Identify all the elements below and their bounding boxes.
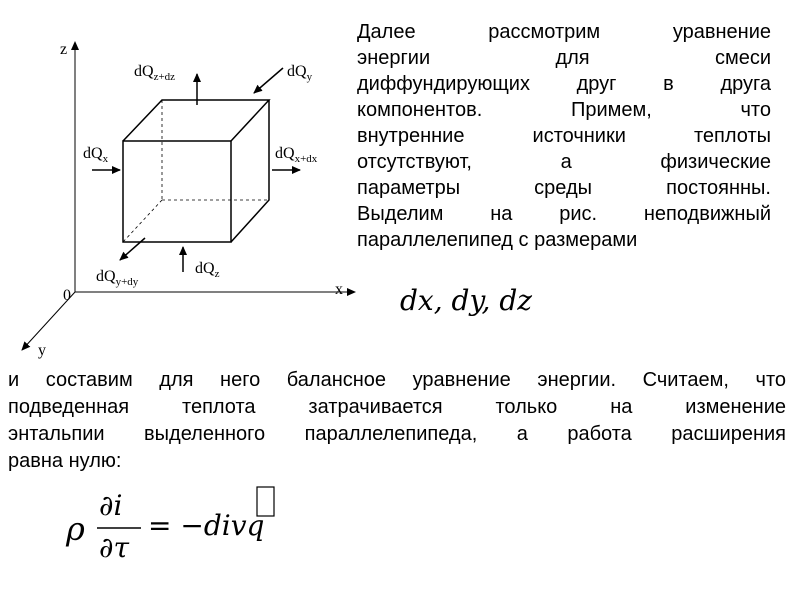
axis-y-label: y	[38, 342, 46, 359]
intro-line: компонентов. Примем, что	[357, 99, 771, 121]
intro-line: диффундирующих друг в друга	[357, 73, 771, 95]
axis-z-label: z	[60, 41, 68, 58]
equation-denominator: ∂τ	[99, 531, 129, 564]
equation-numerator: ∂i	[99, 489, 123, 522]
intro-line: параллелепипед с размерами	[357, 229, 638, 251]
cube	[123, 100, 269, 242]
label-q-y-dy: $dQ_{y+dy}$	[96, 268, 139, 288]
balance-line: энтальпии выделенного параллелепипеда, а работа расширения	[8, 423, 786, 445]
dimensions-math: dx, dy, dz	[400, 284, 533, 317]
intro-line: внутренние источники теплоты	[357, 125, 771, 147]
cube-top-edges	[123, 100, 269, 141]
label-q-y: $dQ_y$	[287, 63, 313, 83]
intro-line: Выделим на рис. неподвижный	[357, 203, 771, 225]
intro-line: параметры среды постоянны.	[357, 177, 771, 199]
label-q-z-dz: $dQ_{z+dz}$	[134, 63, 176, 83]
balance-paragraph	[8, 367, 786, 475]
intro-line: отсутствуют, а физические	[357, 151, 771, 173]
equation-rho: ρ	[66, 510, 85, 548]
cube-front-face	[123, 141, 231, 242]
label-q-x: $dQ_x$	[83, 145, 109, 165]
equation-rhs: = −divq	[148, 509, 265, 542]
balance-line: подведенная теплота затрачивается только на изменение	[8, 396, 786, 418]
balance-line: и составим для него балансное уравнение энергии. Считаем, что	[8, 369, 786, 391]
intro-line: Далее рассмотрим уравнение	[357, 21, 771, 43]
intro-paragraph	[357, 19, 771, 253]
origin-label: 0	[63, 287, 71, 304]
axis-x-label: x	[335, 281, 343, 298]
label-q-x-dx: $dQ_{x+dx}$	[275, 145, 318, 165]
cube-hidden-edges	[123, 100, 269, 242]
axes	[22, 42, 355, 350]
balance-line: равна нулю:	[8, 450, 122, 472]
intro-line: энергии для смеси	[357, 47, 771, 69]
label-q-z: $dQ_z$	[195, 260, 220, 280]
arrow-q-y	[254, 68, 283, 93]
